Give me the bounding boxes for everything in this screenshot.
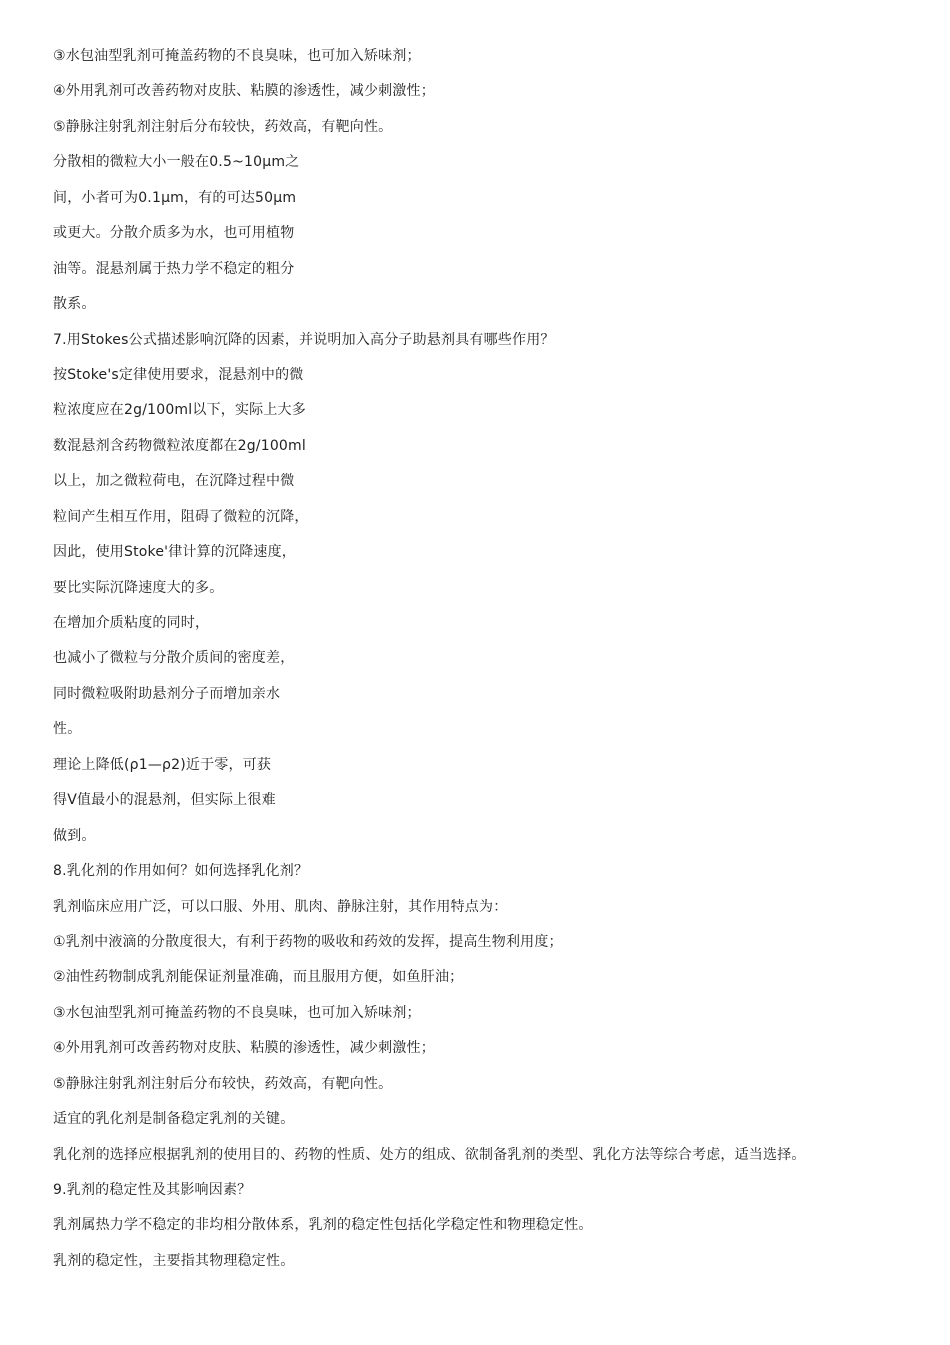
text-line: 以上，加之微粒荷电，在沉降过程中微 xyxy=(53,473,295,490)
text-line: 按Stoke's定律使用要求，混悬剂中的微 xyxy=(53,366,304,383)
text-line: 做到。 xyxy=(53,827,96,844)
text-line: ④外用乳剂可改善药物对皮肤、粘膜的渗透性，减少刺激性； xyxy=(53,1040,435,1057)
text-line: 也减小了微粒与分散介质间的密度差， xyxy=(53,650,295,667)
text-line: ③水包油型乳剂可掩盖药物的不良臭味，也可加入矫味剂； xyxy=(53,48,421,64)
document-body xyxy=(53,41,913,1281)
text-line: ②油性药物制成乳剂能保证剂量准确，而且服用方便，如鱼肝油； xyxy=(53,969,464,986)
text-line: 理论上降低(ρ1—ρ2)近于零，可获 xyxy=(53,756,272,773)
text-line: 要比实际沉降速度大的多。 xyxy=(53,579,224,596)
text-line: 分散相的微粒大小一般在0.5~10μm之 xyxy=(53,154,300,171)
text-line: 油等。混悬剂属于热力学不稳定的粗分 xyxy=(53,260,295,277)
text-line: 粒间产生相互作用，阻碍了微粒的沉降， xyxy=(53,508,309,525)
text-line: 乳剂临床应用广泛，可以口服、外用、肌肉、静脉注射，其作用特点为： xyxy=(53,898,508,915)
text-line: 间，小者可为0.1μm，有的可达50μm xyxy=(53,189,297,206)
question-heading: 7.用Stokes公式描述影响沉降的因素，并说明加入高分子助悬剂具有哪些作用？ xyxy=(53,331,555,348)
text-line: 性。 xyxy=(53,721,82,738)
text-line: ⑤静脉注射乳剂注射后分布较快，药效高，有靶向性。 xyxy=(53,118,393,135)
text-line: 适宜的乳化剂是制备稳定乳剂的关键。 xyxy=(53,1111,295,1128)
text-line: 乳剂属热力学不稳定的非均相分散体系，乳剂的稳定性包括化学稳定性和物理稳定性。 xyxy=(53,1217,593,1234)
text-line: 散系。 xyxy=(53,296,96,313)
text-line: 粒浓度应在2g/100ml以下，实际上大多 xyxy=(53,402,306,419)
text-line: 得V值最小的混悬剂，但实际上很难 xyxy=(53,792,276,809)
text-line: 数混悬剂含药物微粒浓度都在2g/100ml xyxy=(53,437,306,454)
question-heading: 9.乳剂的稳定性及其影响因素？ xyxy=(53,1182,252,1198)
text-line: ⑤静脉注射乳剂注射后分布较快，药效高，有靶向性。 xyxy=(53,1075,393,1092)
text-line: 或更大。分散介质多为水，也可用植物 xyxy=(53,225,295,242)
text-line: 乳化剂的选择应根据乳剂的使用目的、药物的性质、处方的组成、欲制备乳剂的类型、乳化方法等综合考虑，适当选择。 xyxy=(53,1146,806,1163)
text-line: ④外用乳剂可改善药物对皮肤、粘膜的渗透性，减少刺激性； xyxy=(53,83,435,100)
text-line: 因此，使用Stoke'律计算的沉降速度， xyxy=(53,544,297,561)
text-line: 同时微粒吸附助悬剂分子而增加亲水 xyxy=(53,685,281,702)
question-heading: 8.乳化剂的作用如何？如何选择乳化剂？ xyxy=(53,863,309,880)
text-line: ③水包油型乳剂可掩盖药物的不良臭味，也可加入矫味剂； xyxy=(53,1004,421,1021)
text-line: ①乳剂中液滴的分散度很大，有利于药物的吸收和药效的发挥，提高生物利用度； xyxy=(53,933,563,950)
text-line: 在增加介质粘度的同时， xyxy=(53,615,210,631)
text-line: 乳剂的稳定性，主要指其物理稳定性。 xyxy=(53,1252,295,1269)
